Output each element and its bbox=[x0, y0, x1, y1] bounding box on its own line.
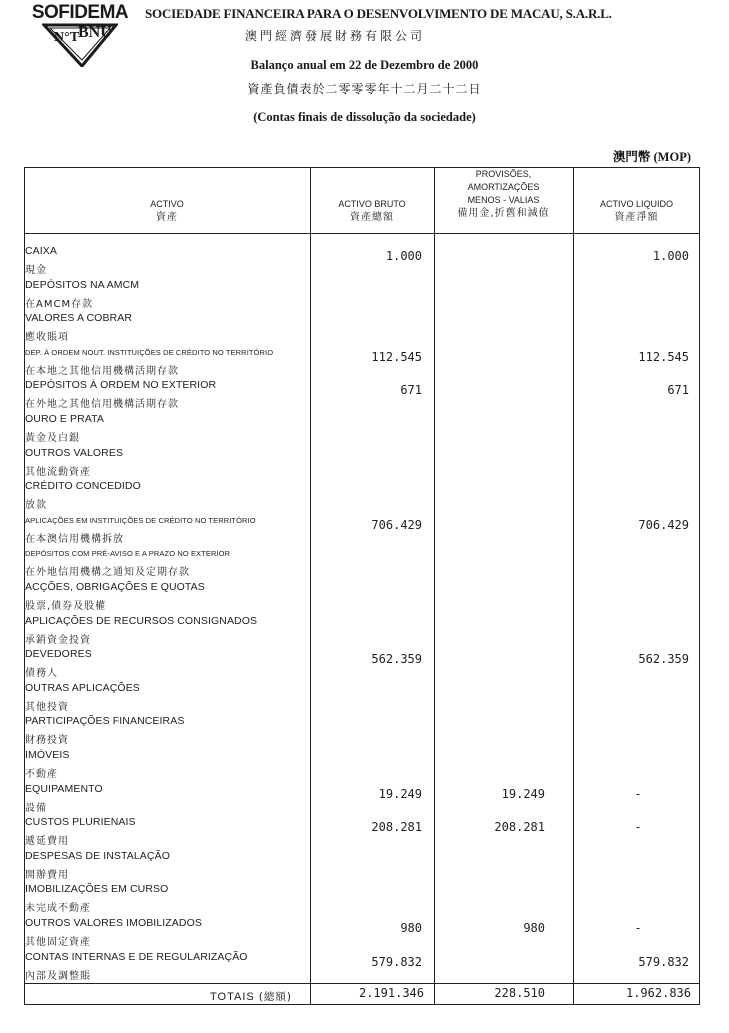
row-value-bruto: 706.429 bbox=[371, 517, 422, 532]
row-label-pt: DEPÓSITOS À ORDEM NO EXTERIOR bbox=[25, 379, 217, 392]
currency-label: 澳門幣 (MOP) bbox=[612, 150, 691, 164]
row-value-liquido: 579.832 bbox=[638, 954, 689, 969]
row-value-liquido: 671 bbox=[667, 383, 689, 398]
row-label-pt: OURO E PRATA bbox=[25, 413, 104, 425]
column-header-bruto: ACTIVO BRUTO 資產總額 bbox=[338, 199, 406, 223]
row-label-pt: VALORES A COBRAR bbox=[25, 312, 133, 325]
company-name-pt: SOCIEDADE FINANCEIRA PARA O DESENVOLVIMENTO DE MACAU, S.A.R.L. bbox=[145, 6, 612, 21]
logo-mark-left: N°T bbox=[54, 30, 80, 45]
row-label-pt: OUTROS VALORES IMOBILIZADOS bbox=[25, 917, 202, 929]
row-label-zh: 債務人 bbox=[25, 668, 58, 680]
total-liquido: 1.962.836 bbox=[625, 986, 691, 1000]
column-divider-3 bbox=[573, 167, 574, 1005]
column-header-provisoes: PROVISÕES, AMORTIZAÇÕES MENOS - VALIAS 備用金,折舊和減值 bbox=[457, 169, 550, 219]
row-label-pt: DEPÓSITOS NA AMCM bbox=[25, 278, 140, 291]
total-provisoes: 228.510 bbox=[494, 986, 545, 1000]
row-label-pt: IMOBILIZAÇÕES EM CURSO bbox=[25, 883, 169, 896]
logo-wordmark: SOFIDEMA bbox=[31, 2, 129, 23]
row-label-pt: IMÓVEIS bbox=[25, 749, 70, 761]
row-value-bruto: 579.832 bbox=[371, 954, 422, 969]
row-label-zh: 在本澳信用機構拆放 bbox=[25, 533, 124, 545]
row-value-liquido: - bbox=[634, 820, 642, 835]
row-value-liquido: 562.359 bbox=[638, 652, 689, 667]
row-label-zh: 內部及調整賬 bbox=[25, 970, 91, 982]
row-value-bruto: 208.281 bbox=[371, 820, 422, 835]
row-label-zh: 在外地信用機構之通知及定期存款 bbox=[25, 567, 190, 579]
row-label-zh: 不動產 bbox=[25, 769, 58, 780]
row-value-bruto: 19.249 bbox=[378, 786, 422, 801]
row-label-zh: 現金 bbox=[25, 265, 47, 276]
row-label-zh: 其他固定資產 bbox=[25, 937, 91, 948]
row-label-pt: OUTROS VALORES bbox=[25, 446, 124, 459]
row-label-zh: 放款 bbox=[25, 500, 47, 512]
row-label-pt: CONTAS INTERNAS E DE REGULARIZAÇÃO bbox=[25, 950, 248, 963]
row-value-bruto: 112.545 bbox=[371, 349, 422, 364]
company-name-zh: 澳門經濟發展財務有限公司 bbox=[245, 29, 426, 43]
row-label-zh: 未完成不動產 bbox=[25, 903, 91, 915]
row-value-liquido: 1.000 bbox=[652, 249, 689, 263]
row-label-zh: 黃金及白銀 bbox=[25, 433, 80, 444]
totals-divider bbox=[24, 983, 700, 984]
document-title-zh: 資產負債表於二零零零年十二月二十二日 bbox=[247, 82, 482, 96]
row-label-pt: APLICAÇÕES EM INSTITUIÇÕES DE CRÉDITO NO TERRITÓRIO bbox=[25, 515, 256, 525]
row-value-bruto: 1.000 bbox=[385, 249, 422, 263]
row-label-zh: 應收賬項 bbox=[25, 332, 69, 344]
total-bruto: 2.191.346 bbox=[358, 986, 424, 1000]
row-label-zh: 遞延費用 bbox=[25, 836, 69, 848]
column-divider-2 bbox=[434, 167, 435, 1005]
row-label-zh: 股票,債券及股權 bbox=[25, 601, 107, 612]
row-value-liquido: 706.429 bbox=[638, 517, 689, 532]
column-header-activo: ACTIVO 資產 bbox=[150, 199, 184, 223]
document-title-pt: Balanço anual em 22 de Dezembro de 2000 bbox=[250, 58, 479, 72]
row-label-zh: 在AMCM存款 bbox=[25, 298, 94, 310]
row-label-pt: DEP. À ORDEM NOUT. INSTITUIÇÕES DE CRÉDITO NO TERRITÓRIO bbox=[25, 347, 274, 357]
row-label-pt: CRÉDITO CONCEDIDO bbox=[25, 480, 141, 493]
row-label-pt: OUTRAS APLICAÇÕES bbox=[25, 681, 140, 694]
row-label-pt: APLICAÇÕES DE RECURSOS CONSIGNADOS bbox=[25, 614, 258, 627]
row-value-provisoes: 19.249 bbox=[501, 786, 545, 801]
document-subtitle: (Contas finais de dissolução da sociedade) bbox=[253, 110, 476, 124]
row-value-provisoes: 208.281 bbox=[494, 820, 545, 835]
row-label-pt: DEVEDORES bbox=[25, 648, 92, 661]
row-value-liquido: 112.545 bbox=[638, 349, 689, 364]
row-value-bruto: 671 bbox=[400, 383, 422, 398]
row-label-zh: 承銷資金投資 bbox=[25, 634, 91, 646]
row-label-zh: 在本地之其他信用機構活期存款 bbox=[25, 365, 179, 377]
totals-label: TOTAIS (總額) bbox=[210, 991, 292, 1003]
row-value-bruto: 980 bbox=[400, 921, 422, 935]
row-label-pt: CAIXA bbox=[25, 245, 58, 257]
row-value-provisoes: 980 bbox=[523, 921, 545, 935]
header-divider bbox=[24, 233, 700, 234]
row-label-zh: 其他流動資產 bbox=[25, 466, 91, 478]
logo-mark-right: BNU bbox=[78, 24, 112, 41]
row-label-pt: DEPÓSITOS COM PRÉ-AVISO E A PRAZO NO EXTERIOR bbox=[25, 549, 231, 559]
row-label-zh: 其他投資 bbox=[25, 701, 69, 713]
row-value-liquido: - bbox=[634, 921, 642, 935]
row-label-pt: CUSTOS PLURIENAIS bbox=[25, 816, 136, 829]
row-label-zh: 設備 bbox=[25, 802, 47, 814]
row-label-zh: 在外地之其他信用機構活期存款 bbox=[25, 399, 179, 411]
column-header-liquido: ACTIVO LIQUIDO 資產淨額 bbox=[599, 199, 673, 223]
row-label-pt: DESPESAS DE INSTALAÇÃO bbox=[25, 849, 170, 862]
column-divider-1 bbox=[310, 167, 311, 1005]
row-label-zh: 開辦費用 bbox=[25, 869, 69, 881]
row-label-pt: PARTICIPAÇÕES FINANCEIRAS bbox=[25, 715, 185, 728]
row-value-bruto: 562.359 bbox=[371, 652, 422, 667]
row-label-pt: EQUIPAMENTO bbox=[25, 782, 103, 795]
row-label-pt: ACÇÕES, OBRIGAÇÕES E QUOTAS bbox=[25, 581, 205, 593]
row-value-liquido: - bbox=[634, 786, 642, 801]
row-label-zh: 財務投資 bbox=[25, 735, 69, 747]
